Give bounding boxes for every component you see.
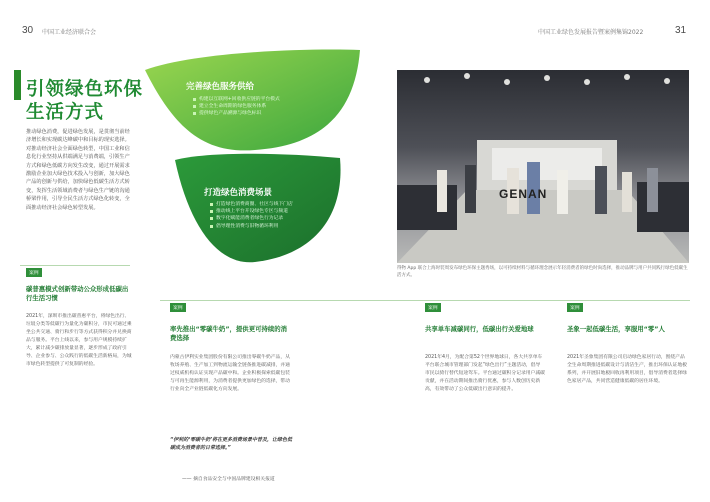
leaf-graphic: [135, 40, 380, 270]
case2-quote-source: —— 摘自食品安全与中国品牌建设相关报道: [182, 477, 275, 482]
case2-quote: “伊利的‘零碳牛奶’将在更多消费场景中普及，让绿色低碳成为消费者的日常选择。”: [170, 437, 293, 451]
left-divider: [20, 265, 130, 266]
right-running-title: 中国工业绿色发展报告暨案例集锦2022: [538, 29, 644, 36]
runway-illustration: [397, 70, 689, 263]
case2-tag: 案例: [170, 303, 186, 312]
case4-title: 圣象一起低碳生活，享服用“零”人: [567, 325, 665, 333]
case2-title: 率先推出“零碳牛奶”，提供更可持续的消费选择: [170, 325, 288, 342]
brand-sign: GENAN: [499, 187, 548, 201]
case4-text: 2021年圣象集团有限公司启动绿色家居行动，围绕产品全生命周期推进低碳设计与清洁生产，推出环保认证地板系列，并开展旧地板回收再利用项目，倡导消费者选择绿色家居产品，共同营造健康低碳的居住环境。: [567, 355, 687, 384]
photo-caption: 得物 App 联合上海时装周发布绿色环保主题秀场，以可持续材料与循环理念展示年轻消费者的绿色时尚选择，推动品牌与用户共同践行绿色低碳生活方式。: [397, 266, 688, 278]
case3-title: 共享单车减碳同行，低碳出行关爱地球: [425, 325, 534, 333]
leaf-bottom-item: 倡导理性消费与旧物循环利用: [210, 223, 314, 230]
leaf-bottom-title: 打造绿色消费场景: [204, 188, 273, 198]
leaf-top-list: [193, 96, 301, 118]
case1-text: 2021年，深圳市推出碳普惠平台，将绿色出行、垃圾分类等低碳行为量化为碳积分，市民可通过乘坐公共交通、骑行和步行等方式获得积分并兑换商品与服务。平台上线以来，参与用户规模持续扩大，累计减少碳排放量显著，逐步形成了政府引导、企业参与、公众践行的低碳生活新格局，为城市绿色转型提供了可复制的经验。: [26, 314, 132, 367]
page-title-line1: 引领绿色环保: [26, 79, 144, 100]
case4-tag: 案例: [567, 303, 583, 312]
leaf-bottom-list: [210, 201, 314, 230]
left-page-number: 30: [22, 25, 34, 36]
case1-title: 碳普惠模式创新带动公众形成低碳出行生活习惯: [26, 285, 129, 302]
case1-tag: 案例: [26, 268, 42, 277]
case3-text: 2021年4月，为配合第52个世界地球日，各大共享单车平台联合城市管理部门发起“绿色出行”主题活动，倡导市民以骑行替代短途驾车。平台通过碳积分记录用户减碳贡献，并在活动期间推出骑行优惠，参与人数创历史新高，有效带动了公众低碳出行意识的提升。: [425, 355, 545, 392]
leaf-top-item: 构建以互联网+回收供应链的平台模式: [193, 96, 301, 103]
left-running-title: 中国工业经济联合会: [42, 29, 97, 36]
intro-paragraph: 推动绿色消费，促进绿色发展，是贯彻当前经济增长和实现碳达峰碳中和目标的现实选择。对推动经济社会全面绿色转型，中国工业和信息化行业坚持从供端满足与消费端，引领生产方式和绿色低碳方向发生改变，通过开展需求激励企业加大绿色技术投入与创新，加大绿色产品的创新与供给，加快绿色低碳生活方式转变，发挥生活领域消费者与绿色生产链的沟通桥梁作用，引导全民生活方式绿色化转变，全面推动经济社会绿色转型发展。: [26, 129, 130, 211]
leaf-bottom-item: 打造绿色消费商圈、社区与线下门店: [210, 201, 314, 208]
right-page-number: 31: [675, 25, 687, 36]
leaf-top-item: 提供绿色产品溯源与绿色标识: [193, 110, 301, 117]
leaf-bottom-item: 推动线上平台开设绿色专区与频道: [210, 208, 314, 215]
leaf-bottom-item: 数字化赋能消费者绿色行为记录: [210, 215, 314, 222]
title-accent-bar: [14, 70, 21, 100]
leaf-top-item: 建立全生命周期的绿色服务体系: [193, 103, 301, 110]
runway-photo: [397, 70, 689, 263]
case3-tag: 案例: [425, 303, 441, 312]
right-divider: [160, 300, 690, 301]
case2-text: 内蒙古伊利实业集团股份有限公司推出零碳牛奶产品，从牧场养殖、生产加工到物流运输全链条推进碳减排，并通过权威机构认证实现产品碳中和。企业积极探索低碳包装与可再生能源利用，为消费者提供更加绿色的选择，带动行业向全产业链低碳化方向发展。: [170, 355, 290, 392]
page-title-line2: 生活方式: [26, 102, 105, 123]
leaf-top-title: 完善绿色服务供给: [186, 82, 255, 92]
